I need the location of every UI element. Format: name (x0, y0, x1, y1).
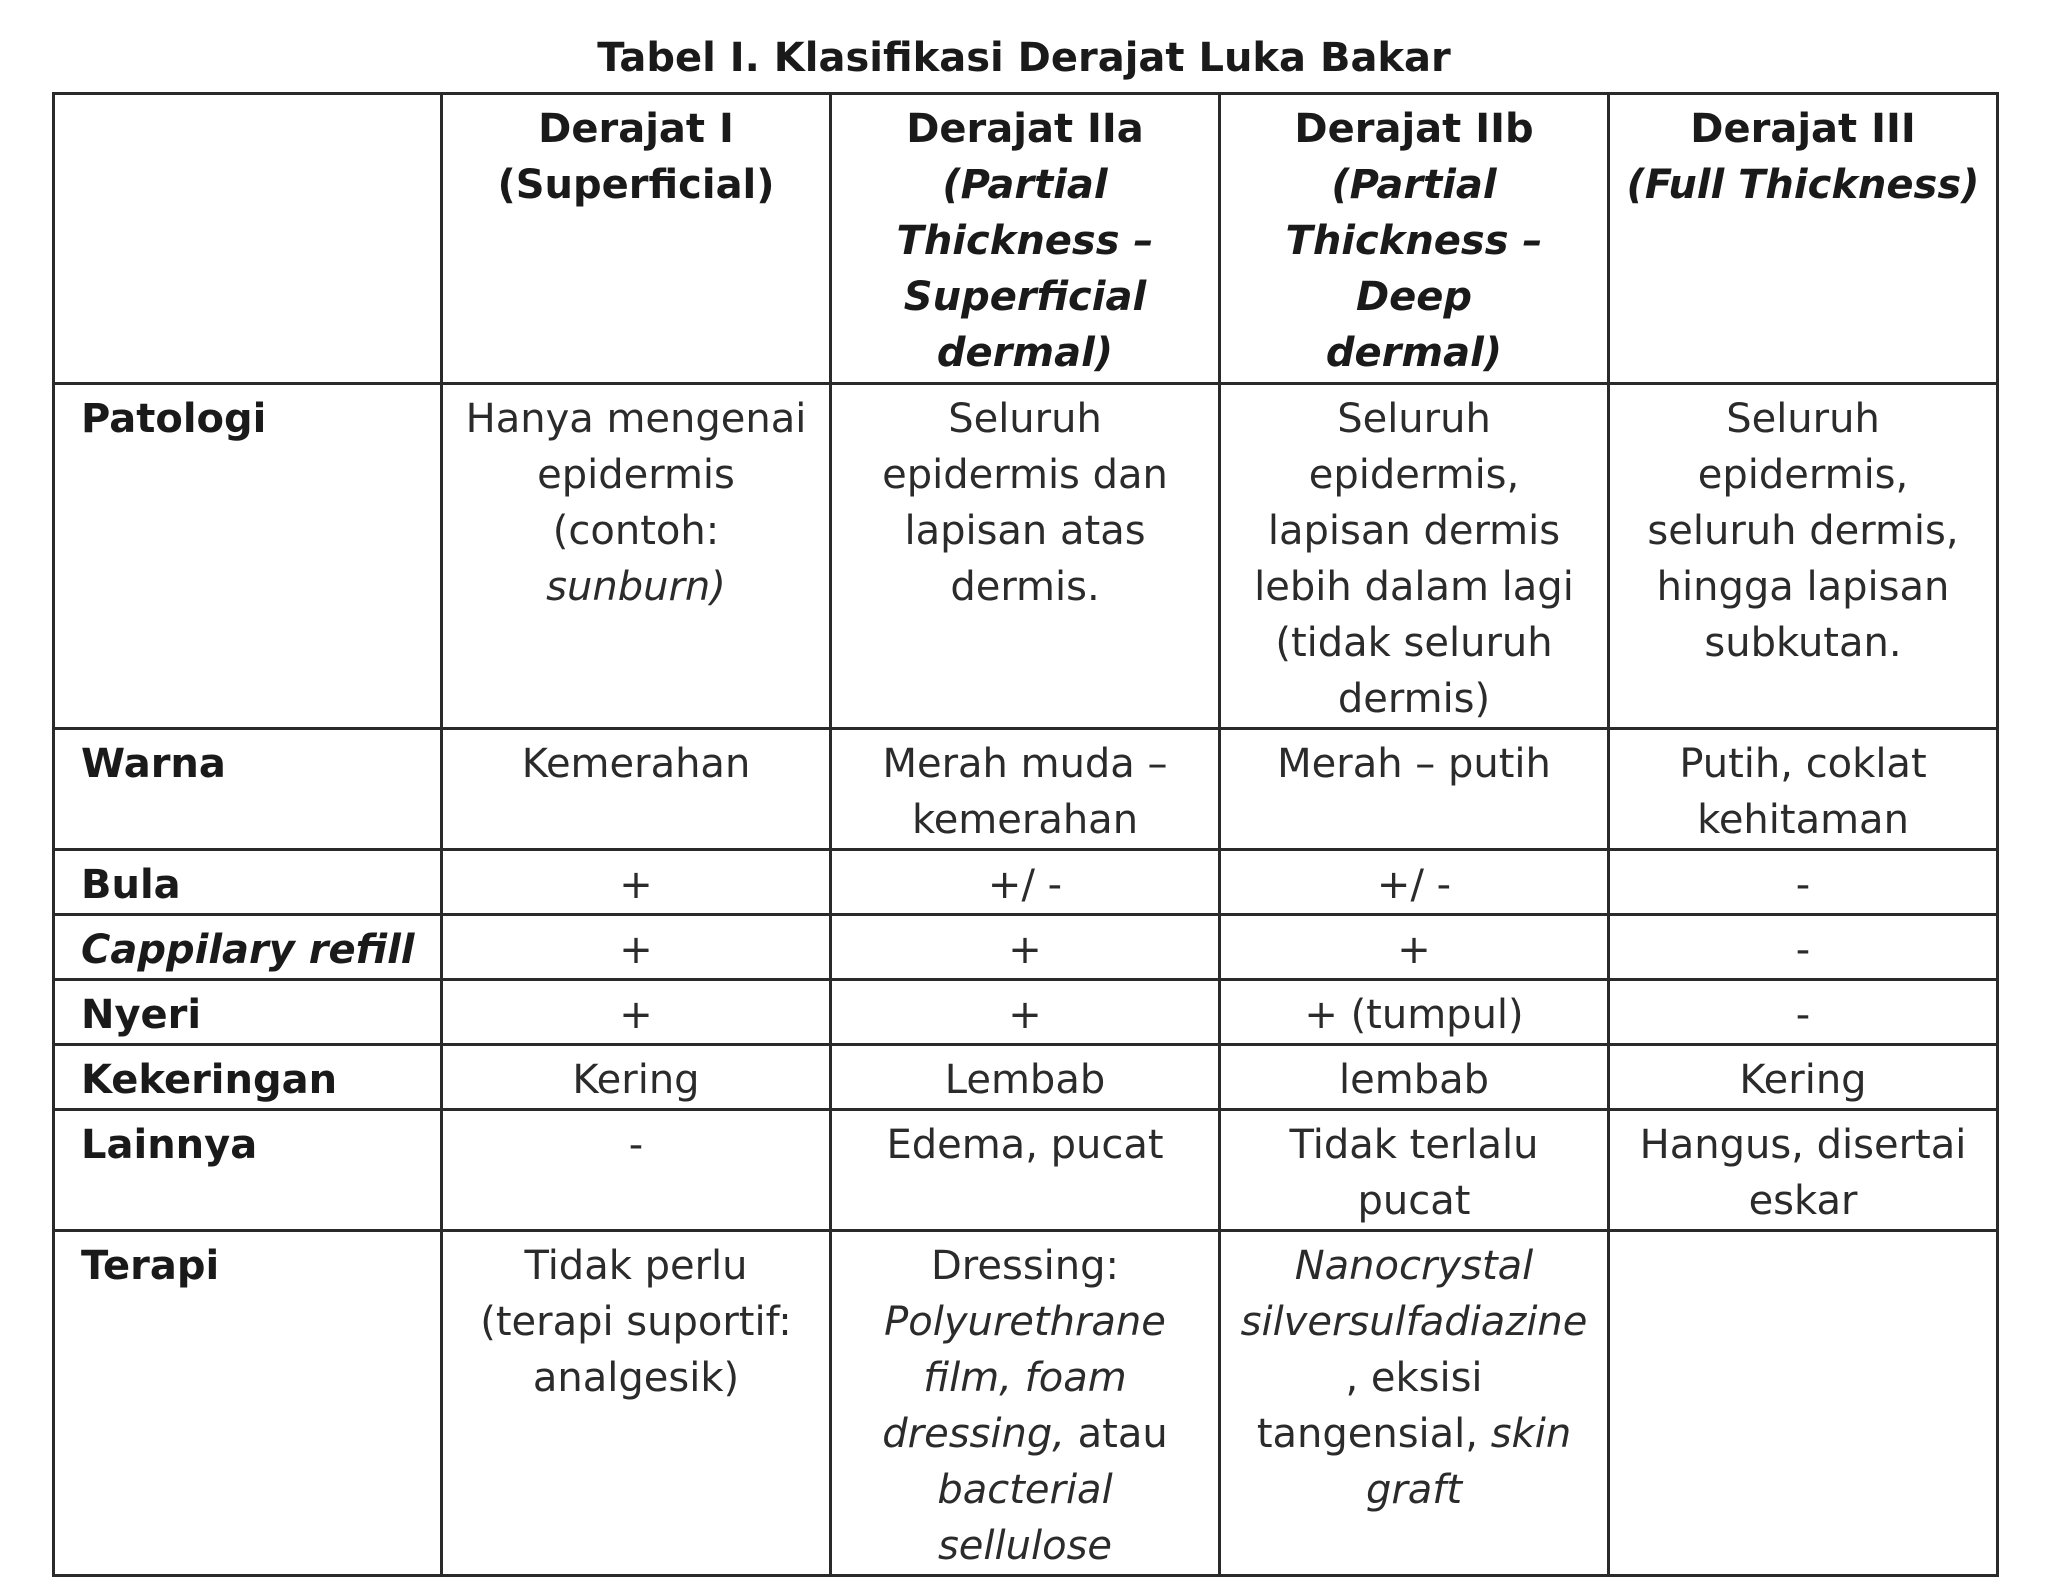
cell-text-line: + (619, 992, 653, 1038)
cell-text-line: Tidak terlalu (1289, 1122, 1539, 1168)
cell-text-line: Lembab (944, 1057, 1106, 1103)
cell-text-line: - (1795, 992, 1811, 1038)
cell-text-line: - (628, 1122, 644, 1168)
cell-text-line: (Partial (1331, 162, 1497, 208)
table-cell (442, 729, 831, 850)
header-row (54, 94, 1998, 384)
cell-text-line: Dressing: (931, 1243, 1119, 1289)
table-cell (1220, 1110, 1609, 1231)
row-label: Lainnya (54, 1110, 442, 1231)
column-header (831, 94, 1220, 384)
table-cell (831, 915, 1220, 980)
column-header (1609, 94, 1998, 384)
cell-text-line: Seluruh (948, 396, 1102, 442)
table-cell (831, 850, 1220, 915)
cell-text-line: analgesik) (532, 1355, 740, 1401)
cell-text-line: +/ - (987, 862, 1063, 908)
cell-text-segment: tangensial, (1256, 1411, 1491, 1457)
cell-text-line: (Partial (942, 162, 1108, 208)
table-cell (1220, 915, 1609, 980)
cell-text-line: Thickness – Deep (1285, 218, 1543, 320)
table-cell (1220, 980, 1609, 1045)
table-cell (1220, 1045, 1609, 1110)
cell-text-line: sellulose (937, 1523, 1113, 1569)
table-row (54, 1231, 1998, 1576)
cell-text-line: Derajat IIa (906, 106, 1144, 152)
table-cell (1609, 915, 1998, 980)
cell-text-line: Kemerahan (521, 741, 751, 787)
cell-text-line: silversulfadiazine (1240, 1299, 1588, 1345)
table-cell (442, 384, 831, 729)
cell-text-line: - (1795, 927, 1811, 973)
cell-text-line: lapisan dermis (1267, 508, 1561, 554)
cell-text-line: Superficial (903, 274, 1147, 320)
cell-text-line: sunburn) (546, 564, 726, 610)
cell-text-line: Derajat I (538, 106, 734, 152)
cell-text-line: kehitaman (1697, 797, 1909, 843)
cell-text-line: eskar (1748, 1178, 1858, 1224)
table-cell (442, 1231, 831, 1576)
table-cell (442, 915, 831, 980)
cell-text-line: lapisan atas (904, 508, 1146, 554)
cell-text-line: dermis) (1337, 676, 1491, 722)
cell-text-line: epidermis dan (882, 452, 1168, 498)
table-cell (1609, 850, 1998, 915)
table-cell (1220, 384, 1609, 729)
cell-text-line: kemerahan (911, 797, 1139, 843)
cell-text-segment: atau (1064, 1411, 1168, 1457)
table-row (54, 915, 1998, 980)
cell-text-line: Merah – putih (1277, 741, 1551, 787)
cell-text-line: (Full Thickness) (1626, 162, 1980, 208)
cell-text-line: + (1008, 927, 1042, 973)
cell-text-segment: dressing, (882, 1411, 1065, 1457)
cell-text-line: + (1397, 927, 1431, 973)
table-row (54, 384, 1998, 729)
cell-text-line: hingga lapisan (1656, 564, 1950, 610)
table-cell (831, 1231, 1220, 1576)
table-cell (1609, 1110, 1998, 1231)
cell-text-line: (tidak seluruh (1275, 620, 1553, 666)
cell-text-line: Putih, coklat (1679, 741, 1927, 787)
table-cell (831, 729, 1220, 850)
cell-text-line: Nanocrystal (1294, 1243, 1534, 1289)
cell-text-line: + (619, 862, 653, 908)
cell-text-line: Derajat III (1690, 106, 1916, 152)
table-cell (442, 1045, 831, 1110)
cell-text-line: - (1795, 862, 1811, 908)
cell-text-line: +/ - (1376, 862, 1452, 908)
table-cell (831, 384, 1220, 729)
cell-text-line: epidermis, (1697, 452, 1909, 498)
row-label: Cappilary refill (54, 915, 442, 980)
table-cell (1609, 980, 1998, 1045)
table-cell (1609, 384, 1998, 729)
cell-text-line: epidermis, (1308, 452, 1520, 498)
burn-classification-table (52, 92, 1999, 1577)
table-cell (831, 1045, 1220, 1110)
cell-text-line: pucat (1357, 1178, 1471, 1224)
row-label: Kekeringan (54, 1045, 442, 1110)
row-label: Patologi (54, 384, 442, 729)
cell-text-line: Tidak perlu (524, 1243, 748, 1289)
cell-text-line: + (619, 927, 653, 973)
cell-text-line: dermal) (936, 330, 1114, 376)
cell-text-line (844, 1406, 1206, 1462)
table-row (54, 1110, 1998, 1231)
table-title: Tabel I. Klasifikasi Derajat Luka Bakar (597, 35, 1451, 81)
table-row (54, 729, 1998, 850)
cell-text-line: Hanya mengenai (465, 396, 807, 442)
row-label: Nyeri (54, 980, 442, 1045)
table-cell (1609, 729, 1998, 850)
column-header (1220, 94, 1609, 384)
header-corner-cell (54, 94, 442, 384)
cell-text-line: subkutan. (1704, 620, 1902, 666)
cell-text-line: Seluruh (1337, 396, 1491, 442)
table-cell (1220, 850, 1609, 915)
table-cell (1609, 1045, 1998, 1110)
cell-text-line: + (tumpul) (1304, 992, 1524, 1038)
cell-text-line: lembab (1339, 1057, 1489, 1103)
table-cell (1220, 729, 1609, 850)
table-cell (1609, 1231, 1998, 1576)
cell-text-line: Edema, pucat (886, 1122, 1164, 1168)
table-cell (831, 1110, 1220, 1231)
cell-text-line: bacterial (937, 1467, 1113, 1513)
cell-text-line: (terapi suportif: (480, 1299, 792, 1345)
cell-text-line: Seluruh (1726, 396, 1880, 442)
cell-text-line: (contoh: (552, 508, 720, 554)
cell-text-segment: skin (1490, 1411, 1572, 1457)
row-label: Terapi (54, 1231, 442, 1576)
cell-text-line: (Superficial) (497, 162, 775, 208)
table-cell (442, 980, 831, 1045)
table-row (54, 980, 1998, 1045)
cell-text-line: seluruh dermis, (1647, 508, 1959, 554)
cell-text-line: Kering (572, 1057, 700, 1103)
cell-text-line: Kering (1739, 1057, 1867, 1103)
column-header (442, 94, 831, 384)
cell-text-line: lebih dalam lagi (1254, 564, 1574, 610)
cell-text-line: Polyurethrane (884, 1299, 1166, 1345)
table-cell (1220, 1231, 1609, 1576)
cell-text-line: + (1008, 992, 1042, 1038)
cell-text-line: graft (1365, 1467, 1463, 1513)
cell-text-line: epidermis (537, 452, 735, 498)
cell-text-line: Derajat IIb (1294, 106, 1534, 152)
cell-text-line: dermal) (1325, 330, 1503, 376)
cell-text-line (1233, 1406, 1595, 1462)
cell-text-line: Hangus, disertai (1639, 1122, 1967, 1168)
table-row (54, 850, 1998, 915)
cell-text-line: film, foam (923, 1355, 1127, 1401)
table-cell (831, 980, 1220, 1045)
row-label: Warna (54, 729, 442, 850)
cell-text-line: Thickness – (896, 218, 1154, 264)
cell-text-line: , eksisi (1345, 1355, 1483, 1401)
cell-text-line: dermis. (950, 564, 1100, 610)
table-row (54, 1045, 1998, 1110)
table-cell (442, 1110, 831, 1231)
table-cell (442, 850, 831, 915)
cell-text-line: Merah muda – (882, 741, 1168, 787)
row-label: Bula (54, 850, 442, 915)
